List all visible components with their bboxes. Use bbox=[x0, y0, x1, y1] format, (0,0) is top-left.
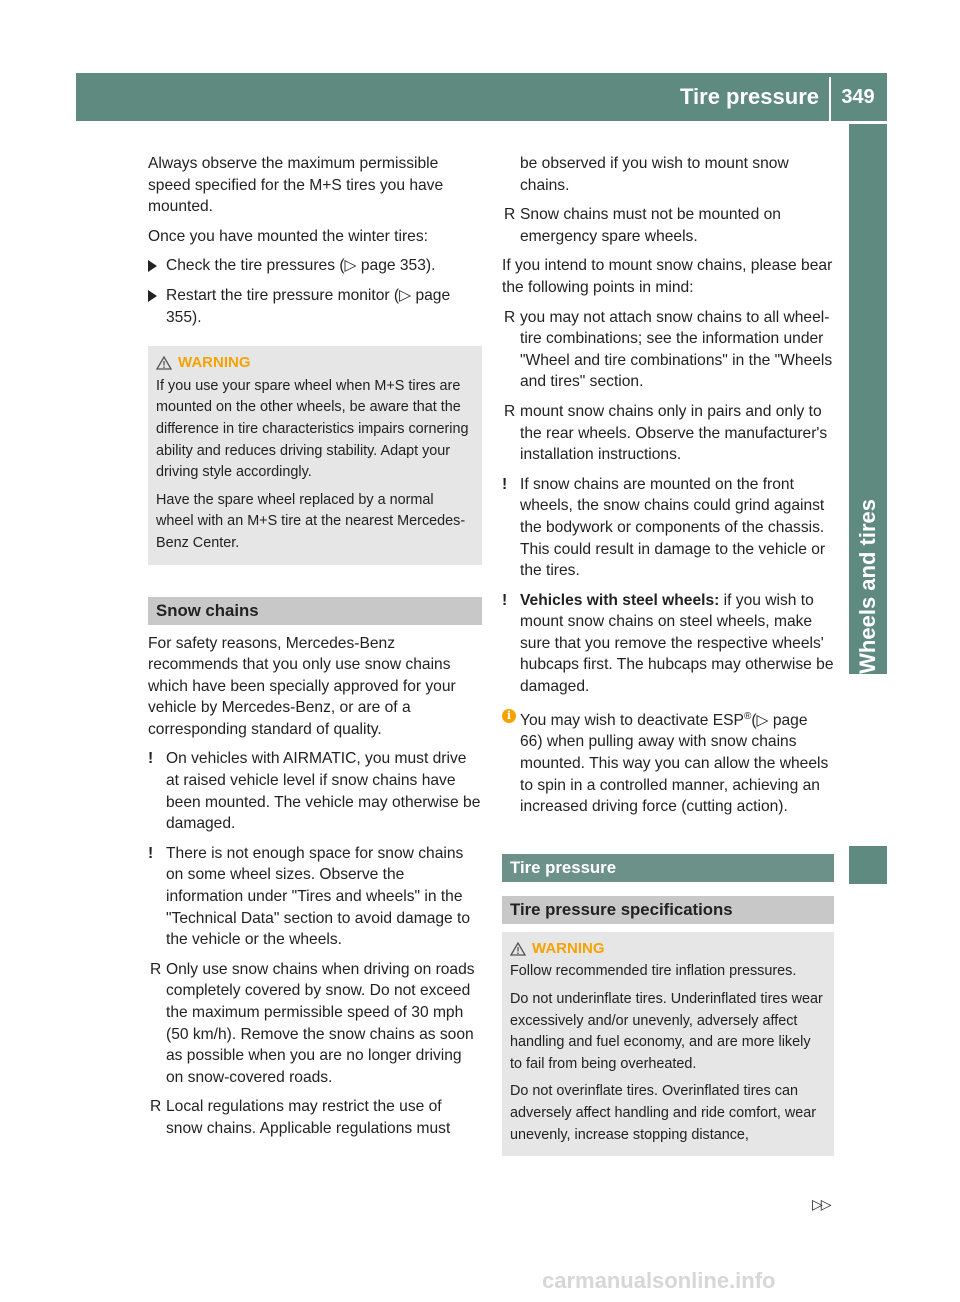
note-exclamation-icon: ! bbox=[148, 844, 154, 862]
section-heading-tire-pressure: Tire pressure bbox=[502, 854, 834, 882]
side-tab-label-wrap bbox=[849, 124, 887, 674]
intro-paragraph-2: Once you have mounted the winter tires: bbox=[148, 227, 428, 245]
intro-paragraph: Always observe the maximum permissible speed specified for the M+S tires you have mounted. bbox=[148, 155, 444, 216]
warning-text-2: Do not underinflate tires. Underinflated tires wear excessively and/or unevenly, adversely affect handling and fuel economy, and are more likely to fail from being overheated. bbox=[510, 991, 823, 1072]
header-separator bbox=[829, 77, 831, 121]
bullet-item bbox=[502, 401, 834, 466]
info-icon: i bbox=[502, 709, 516, 723]
info-text-2: (▷ page 66) when pulling away with snow chains mounted. This way you can allow the wheels to spin in a controlled manner, achieving an increased driving force (cutting action). bbox=[520, 711, 829, 816]
watermark: carmanualsonline.info bbox=[542, 1268, 776, 1293]
step-text: Restart the tire pressure monitor (▷ page 355). bbox=[166, 286, 451, 326]
bullet-text: mount snow chains only in pairs and only to the rear wheels. Observe the manufacturer's installation instructions. bbox=[520, 402, 828, 464]
note-item bbox=[502, 590, 834, 698]
note-text: If snow chains are mounted on the front wheels, the snow chains could grind against the bodywork or components of the chassis. This could result in damage to the vehicle or the tires. bbox=[520, 475, 826, 580]
section-heading-snow-chains: Snow chains bbox=[148, 597, 482, 625]
note-text: if you wish to mount snow chains on steel wheels, make sure that you remove the respective wheels' hubcaps first. The hubcaps may otherwise be damaged. bbox=[520, 591, 834, 696]
step-text: Check the tire pressures (▷ page 353). bbox=[166, 257, 436, 275]
note-exclamation-icon: ! bbox=[148, 750, 154, 768]
bullet-text: Only use snow chains when driving on roads completely covered by snow. Do not exceed the maximum permissible speed of 30 mph (50 km/h). Remove the snow chains as soon as possible when you are no longer driving on snow-covered roads. bbox=[166, 960, 475, 1086]
warning-triangle-icon bbox=[156, 356, 172, 370]
warning-header bbox=[510, 938, 826, 960]
step-arrow-icon bbox=[148, 290, 157, 302]
note-exclamation-icon: ! bbox=[502, 475, 508, 493]
snow-intro: For safety reasons, Mercedes-Benz recommends that you only use snow chains which have been specially approved for your vehicle by Mercedes-Benz, or are of a corresponding standard of quality. bbox=[148, 634, 456, 738]
bullet-item bbox=[502, 204, 834, 247]
bullet-text: Snow chains must not be mounted on emergency spare wheels. bbox=[520, 206, 781, 245]
registered-mark: ® bbox=[743, 710, 752, 722]
warning-label: WARNING bbox=[532, 939, 605, 957]
note-item bbox=[148, 748, 482, 834]
side-tab-label: Wheels and tires bbox=[855, 499, 880, 674]
info-text: You may wish to deactivate ESP bbox=[520, 711, 744, 729]
warning-text: If you use your spare wheel when M+S tires are mounted on the other wheels, be aware that the difference in tire characteristics impairs cornering ability and reduces driving stability. Adapt your driving style accordingly. bbox=[156, 377, 469, 481]
bullet-marker: R bbox=[504, 206, 516, 224]
header-title: Tire pressure bbox=[679, 84, 819, 109]
header-bar bbox=[76, 73, 887, 121]
column-right bbox=[502, 153, 834, 1188]
warning-text-2: Have the spare wheel replaced by a normal wheel with an M+S tire at the nearest Mercedes-Benz Center. bbox=[156, 491, 466, 551]
bullet-marker: R bbox=[504, 402, 516, 420]
step-check-pressure bbox=[148, 255, 482, 277]
continued-text: be observed if you wish to mount snow chains. bbox=[520, 155, 789, 194]
warning-header bbox=[156, 352, 474, 374]
note-text: On vehicles with AIRMATIC, you must drive at raised vehicle level if snow chains have been mounted. The vehicle may otherwise be damaged. bbox=[166, 750, 481, 833]
subsection-heading-tire-pressure-specifications: Tire pressure specifications bbox=[502, 896, 834, 924]
bullet-text: you may not attach snow chains to all wheel-tire combinations; see the information under "Wheel and tire combinations" in the "Wheels and tires" section. bbox=[520, 308, 833, 391]
intend-paragraph: If you intend to mount snow chains, please bear the following points in mind: bbox=[502, 257, 833, 296]
warning-label: WARNING bbox=[178, 354, 251, 372]
bullet-item bbox=[502, 307, 834, 393]
step-arrow-icon bbox=[148, 260, 157, 272]
warning-text: Follow recommended tire inflation pressures. bbox=[510, 963, 797, 980]
warning-box bbox=[148, 346, 482, 564]
note-text: There is not enough space for snow chains on some wheel sizes. Observe the information under "Tires and wheels" in the "Technical Data" section to avoid damage to the vehicle or the wheels. bbox=[166, 844, 471, 949]
note-item bbox=[148, 843, 482, 951]
note-item bbox=[502, 474, 834, 582]
side-tab-square bbox=[849, 846, 887, 884]
info-item bbox=[502, 706, 834, 818]
note-bold-text: Vehicles with steel wheels: bbox=[520, 591, 720, 609]
page-number: 349 bbox=[841, 86, 875, 108]
continued-arrows-icon: ▷▷ bbox=[812, 1196, 830, 1212]
bullet-text: Local regulations may restrict the use of snow chains. Applicable regulations must bbox=[166, 1098, 451, 1137]
warning-box-2 bbox=[502, 932, 834, 1156]
warning-text-3: Do not overinflate tires. Overinflated tires can adversely affect handling and ride comfort, wear unevenly, increase stopping distance, bbox=[510, 1083, 817, 1143]
bullet-item bbox=[148, 959, 482, 1089]
note-exclamation-icon: ! bbox=[502, 591, 508, 609]
column-left bbox=[148, 153, 482, 1148]
warning-triangle-icon bbox=[510, 942, 526, 956]
bullet-marker: R bbox=[504, 308, 516, 326]
step-restart-monitor bbox=[148, 285, 482, 328]
bullet-marker: R bbox=[150, 1098, 162, 1116]
bullet-item bbox=[148, 1096, 482, 1139]
bullet-marker: R bbox=[150, 960, 162, 978]
